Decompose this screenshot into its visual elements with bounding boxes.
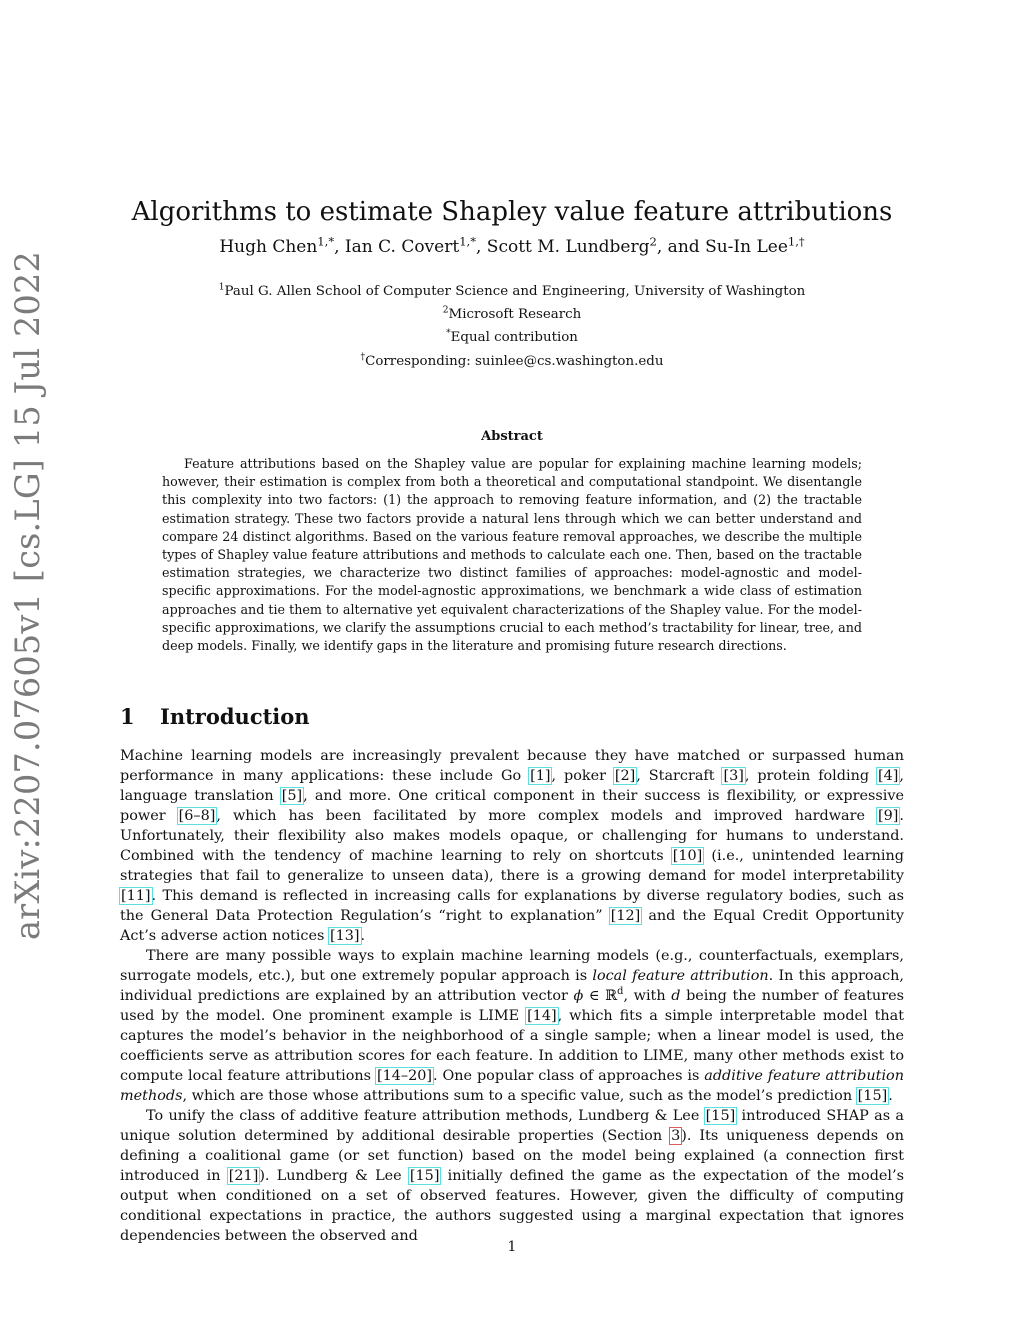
body-paragraph: [120, 1106, 904, 1246]
author-name: Scott M. Lundberg: [486, 237, 650, 257]
affiliation-marker: 1: [218, 282, 225, 293]
section-number: 1: [120, 704, 135, 729]
citation-link[interactable]: [21]: [228, 1168, 259, 1184]
affiliation-line: [0, 303, 1024, 326]
citation-link[interactable]: [10]: [672, 848, 703, 864]
affiliation-text: Corresponding: suinlee@cs.washington.edu: [365, 353, 664, 369]
paragraph-text: initially defined the game as the expectation of the model’s output when conditioned on a set of observed features. However, given the difficulty of computing conditional expectations in practice, the authors suggested using a marginal expectation that ignores dependencies between the observed and: [120, 1168, 904, 1244]
author-separator: , and: [656, 237, 706, 257]
author-name: Su-In Lee: [705, 237, 788, 257]
citation-link[interactable]: [15]: [705, 1108, 736, 1124]
paragraph-text: ). Its uniqueness depends on defining a coalitional game (or set function) based on the model being explained (a connection first introduced in: [120, 1128, 904, 1184]
citation-link[interactable]: [9]: [878, 808, 899, 824]
affiliation-marker: 2: [442, 305, 449, 316]
emphasized-text: d: [671, 988, 681, 1004]
affiliation-text: Equal contribution: [450, 330, 578, 346]
paragraph-text: . Unfortunately, their flexibility also makes models opaque, or challenging for humans to understand. Combined with the tendency of machine learning to rely on shortcuts: [120, 808, 904, 864]
paragraph-text: , which has been facilitated by more complex models and improved hardware: [216, 808, 878, 824]
affiliation-line: [0, 350, 1024, 373]
paper-title: Algorithms to estimate Shapley value feature attributions: [131, 197, 893, 228]
citation-link[interactable]: [5]: [281, 788, 303, 804]
affiliation-line: [0, 326, 1024, 349]
section-title: Introduction: [160, 704, 310, 729]
citation-link[interactable]: [6–8]: [178, 808, 216, 824]
paragraph-text: , which are those whose attributions sum to a specific value, such as the model’s prediction: [182, 1088, 857, 1104]
citation-link[interactable]: [14–20]: [376, 1068, 433, 1084]
paragraph-text: , with: [623, 988, 672, 1004]
paragraph-text: . One popular class of approaches is: [433, 1068, 705, 1084]
paragraph-text: , and more. One critical component in their success is flexibility, or expressive power: [120, 788, 904, 824]
abstract-text: Feature attributions based on the Shapley value are popular for explaining machine learning models; however, their estimation is complex from both a theoretical and computational standpoint. We disentangle this complexity into two factors: (1) the approach to removing feature information, and (2) the tractable estimation strategy. These two factors provide a natural lens through which we can better understand and compare 24 distinct algorithms. Based on the various feature removal approaches, we describe the multiple types of Shapley value feature attributions and methods to calculate each one. Then, based on the tractable estimation strategies, we characterize two distinct families of approaches: model-agnostic and model-specific approximations. For the model-agnostic approximations, we benchmark a wide class of estimation approaches and tie them to alternative yet equivalent characterizations of the Shapley value. For the model-specific approximations, we clarify the assumptions crucial to each method’s tractability for linear, tree, and deep models. Finally, we identify gaps in the literature and promising future research directions.: [162, 456, 862, 654]
paragraph-text: , Starcraft: [636, 768, 723, 784]
citation-link[interactable]: [4]: [878, 768, 899, 784]
affiliation-text: Paul G. Allen School of Computer Science and Engineering, University of Washington: [224, 284, 806, 299]
page-number: 1: [507, 1239, 517, 1255]
author-list: [0, 234, 1024, 257]
citation-link[interactable]: [13]: [329, 928, 360, 944]
emphasized-text: additive feature attribution methods: [120, 1068, 904, 1104]
arxiv-identifier: arXiv:2207.07605v1 [cs.LG] 15 Jul 2022: [8, 250, 47, 940]
author-affiliation-marker: 2: [649, 234, 657, 249]
body-paragraph: [120, 946, 904, 1106]
paragraph-text: , language translation: [120, 768, 904, 804]
paragraph-text: . In this approach, individual predictions are explained by an attribution vector: [120, 968, 904, 1004]
paragraph-text: , which fits a simple interpretable model that captures the model’s behavior in the neighborhood of a single sample; when a linear model is used, the coefficients serve as attribution scores for each feature. In addition to LIME, many other methods exist to compute local feature attributions: [120, 1008, 904, 1084]
author-name: Ian C. Covert: [344, 237, 460, 257]
paragraph-text: , poker: [551, 768, 614, 784]
author-affiliation-marker: 1,*: [317, 234, 335, 249]
affiliation-list: [0, 280, 1024, 373]
affiliation-marker: *: [446, 328, 451, 339]
citation-link[interactable]: [15]: [857, 1088, 888, 1104]
section-heading: [120, 704, 310, 729]
affiliation-text: Microsoft Research: [448, 307, 582, 323]
citation-link[interactable]: [12]: [610, 908, 641, 924]
body-paragraph: [120, 746, 904, 946]
author-affiliation-marker: 1,†: [787, 234, 805, 249]
paragraph-text: There are many possible ways to explain machine learning models (e.g., counterfactuals, exemplars, surrogate models, etc.), but one extremely popular approach is: [120, 948, 904, 984]
citation-link[interactable]: [14]: [527, 1008, 557, 1024]
citation-link[interactable]: [1]: [530, 768, 551, 784]
author-affiliation-marker: 1,*: [459, 234, 476, 249]
paragraph-text: and the Equal Credit Opportunity Act’s adverse action notices: [120, 908, 904, 944]
paragraph-text: . This demand is reflected in increasing calls for explanations by diverse regulatory bodies, such as the General Data Protection Regulation’s “right to explanation”: [120, 888, 904, 924]
citation-link[interactable]: [11]: [121, 888, 151, 904]
paragraph-text: ∈ ℝ: [583, 988, 618, 1004]
section-reference-link[interactable]: 3: [671, 1128, 681, 1144]
paragraph-text: (i.e., unintended learning strategies that fail to generalize to unseen data), there is a growing demand for model interpretability: [120, 848, 904, 884]
citation-link[interactable]: [2]: [614, 768, 636, 784]
body-text: [120, 746, 904, 1246]
emphasized-text: ϕ: [573, 988, 584, 1004]
author-separator: ,: [475, 237, 487, 257]
paragraph-text: ). Lundberg & Lee: [259, 1168, 409, 1184]
affiliation-line: [0, 280, 1024, 303]
paragraph-text: introduced SHAP as a unique solution determined by additional desirable properties (Section: [120, 1108, 904, 1144]
citation-link[interactable]: [15]: [409, 1168, 440, 1184]
citation-link[interactable]: [3]: [723, 768, 744, 784]
affiliation-marker: †: [360, 352, 366, 363]
author-name: Hugh Chen: [219, 237, 318, 257]
paragraph-text: To unify the class of additive feature attribution methods, Lundberg & Lee: [146, 1108, 705, 1124]
superscript-text: d: [617, 986, 624, 998]
emphasized-text: local feature attribution: [592, 968, 769, 984]
author-separator: ,: [334, 237, 345, 257]
paragraph-text: being the number of features used by the model. One prominent example is LIME: [120, 988, 904, 1024]
paragraph-text: .: [360, 928, 366, 944]
paragraph-text: , protein folding: [744, 768, 878, 784]
paragraph-text: Machine learning models are increasingly prevalent because they have matched or surpassed human performance in many applications: these include Go: [120, 748, 904, 784]
abstract-heading: Abstract: [481, 429, 543, 444]
paragraph-text: .: [888, 1088, 893, 1104]
